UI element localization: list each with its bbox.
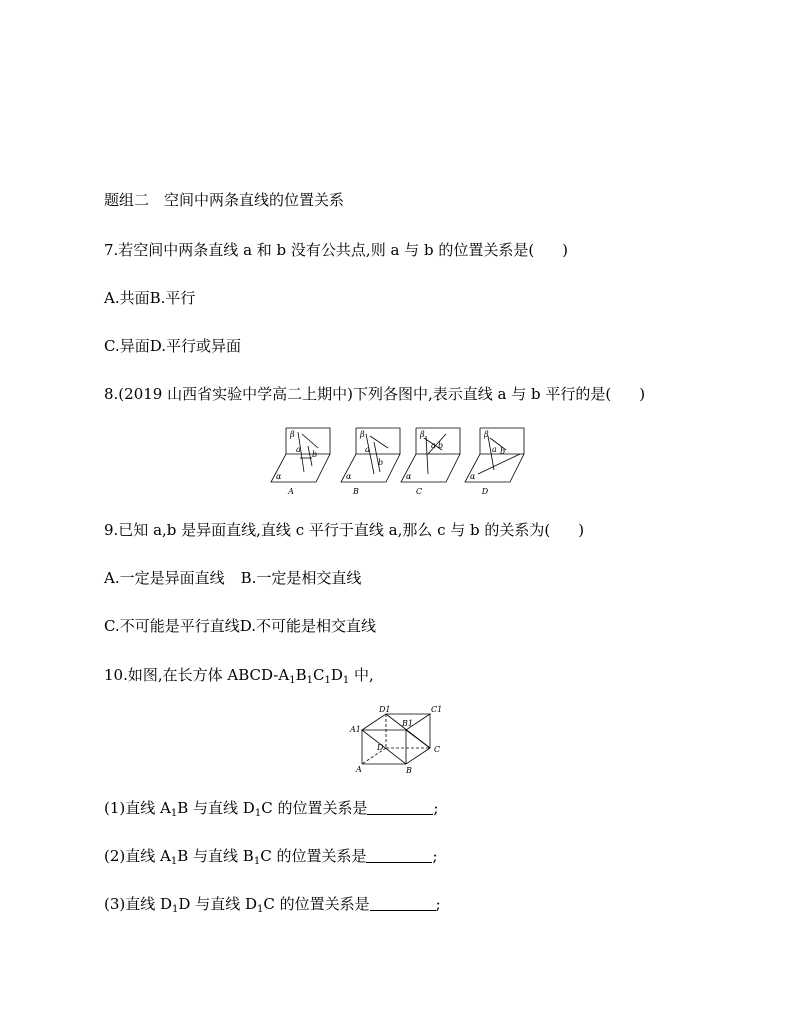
panel-b-beta: β [360,430,365,439]
subscript: 1 [253,856,261,867]
panel-c-line-a: a [431,441,436,450]
answer-blank-1[interactable] [367,800,433,815]
panel-d-beta: β [484,430,489,439]
question-9-options-ab [104,568,361,588]
part-2-end: ; [432,847,438,865]
panel-label-c: C [415,487,423,496]
panel-b-line-a: a [365,445,370,454]
question-7 [104,240,568,260]
question-9-stem: 9.已知 a,b 是异面直线,直线 c 平行于直线 a,那么 c 与 b 的关系为( [104,521,551,539]
panel-b-line-b: b [378,458,384,467]
question-7-options-cd: C.异面D.平行或异面 [104,337,241,355]
label-c1: C1 [431,705,443,714]
question-8-figure [266,424,526,498]
part-1-end: ; [433,799,439,817]
panel-label-d: D [481,487,489,496]
panel-a-line-b: b [312,450,318,459]
question-10 [104,665,374,685]
subscript: 1 [306,675,313,686]
part-3-post: C 的位置关系是 [263,895,370,913]
question-10-part-1 [104,798,439,818]
question-9-close: ) [578,521,585,539]
subscript: 1 [289,675,296,686]
label-d1: D1 [379,705,391,714]
label-b1: B1 [402,719,413,728]
panel-b-alpha: α [346,472,352,481]
part-3-end: ; [435,895,441,913]
question-8-stem: 8.(2019 山西省实验中学高二上期中)下列各图中,表示直线 a 与 b 平行的是( [104,385,612,403]
panel-a-beta: β [290,430,295,439]
letter-d: D [330,666,343,684]
part-2-mid: B 与直线 B [177,847,254,865]
subscript: 1 [342,675,350,686]
question-10-stem-pre: 10.如图,在长方体 ABCD-A [104,666,290,684]
question-10-stem-post: 中, [349,666,374,684]
subscript: 1 [170,856,178,867]
panel-c-line-b: b [438,441,444,450]
letter-b: B [295,666,307,684]
subscript: 1 [324,675,331,686]
label-a1: A1 [350,725,361,734]
letter-c: C [313,666,325,684]
question-9-option-b: B.一定是相交直线 [240,569,362,587]
panel-a-line-a: a [296,445,301,454]
panel-d-line-a: a [492,445,497,454]
subscript: 1 [254,808,262,819]
part-1-post: C 的位置关系是 [261,799,368,817]
panel-label-b: B [353,487,359,496]
panel-d-alpha: α [470,472,476,481]
question-8 [104,384,645,404]
panel-a-alpha: α [276,472,282,481]
part-3-pre: (3)直线 D [104,895,173,913]
question-10-part-3 [104,894,441,914]
question-9 [104,520,584,540]
question-10-part-2 [104,846,438,866]
part-3-mid: D 与直线 D [178,895,258,913]
label-a: A [356,765,362,774]
part-1-mid: B 与直线 D [177,799,255,817]
panel-d-line-b: b [500,447,506,456]
label-d: D [377,743,384,752]
part-1-pre: (1)直线 A [104,799,171,817]
subscript: 1 [257,904,264,915]
question-10-figure [348,702,448,776]
label-b: B [406,766,412,775]
panel-c-alpha: α [406,472,412,481]
part-2-post: C 的位置关系是 [260,847,367,865]
question-7-options-ab: A.共面B.平行 [104,289,196,307]
label-c: C [434,745,441,754]
subscript: 1 [170,808,178,819]
question-8-close: ) [639,385,646,403]
answer-blank-2[interactable] [366,848,432,863]
question-9-options-cd: C.不可能是平行直线D.不可能是相交直线 [104,617,376,635]
question-7-close: ) [562,241,569,259]
question-9-option-a: A.一定是异面直线 [104,569,225,587]
subscript: 1 [172,904,179,915]
panel-label-a: A [288,487,294,496]
section-title: 题组二 空间中两条直线的位置关系 [104,191,345,209]
part-2-pre: (2)直线 A [104,847,171,865]
panel-c-beta: β [420,430,425,439]
answer-blank-3[interactable] [370,896,436,911]
question-7-stem: 7.若空间中两条直线 a 和 b 没有公共点,则 a 与 b 的位置关系是( [104,241,535,259]
